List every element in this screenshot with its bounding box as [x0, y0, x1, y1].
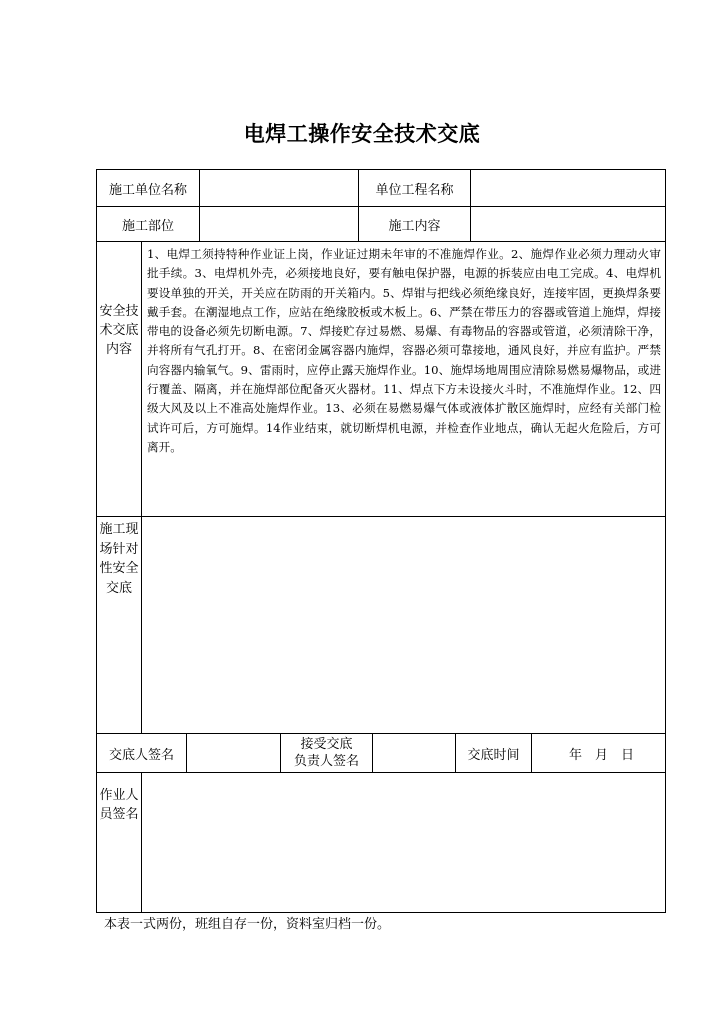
table-border-right [665, 169, 666, 913]
safety-disclosure-content: 1、电焊工须持特种作业证上岗，作业证过期未年审的不准施焊作业。2、施焊作业必须力理动火审批手续。3、电焊机外壳，必须接地良好，要有触电保护器，电源的拆装应由电工完成。4、电焊机要设单独的开关，开关应在防雨的开关箱内。5、焊钳与把线必须绝缘良好，连接牢固，更换焊条要戴手套。在潮湿地点工作，应站在绝缘胶板或木板上。6、严禁在带压力的容器或管道上施焊，焊接带电的设备必须先切断电源。7、焊接贮存过易燃、易爆、有毒物品的容器或管道，必须清除干净，并将所有气孔打开。8、在密闭金属容器内施焊，容器必须可靠接地，通风良好，并应有监护。严禁向容器内输氧气。9、雷雨时，应停止露天施焊作业。10、施焊场地周围应清除易燃易爆物品，或进行覆盖、隔离，并在施焊部位配备灭火器材。11、焊点下方未设接火斗时，不准施焊作业。12、四级大风及以上不准高处施焊作业。13、必须在易燃易爆气体或液体扩散区施焊时，应经有关部门检试许可后，方可施焊。14作业结束，就切断焊机电源，并检查作业地点，确认无起火危险后，方可离开。 [147, 247, 661, 454]
construction-part-label: 施工部位 [121, 218, 174, 234]
project-name-label: 单位工程名称 [375, 182, 454, 198]
receiver-signature-label [281, 734, 372, 772]
receiver-label-line1: 接受交底 [300, 737, 353, 752]
construction-content-label: 施工内容 [388, 218, 441, 234]
discloser-signature-label: 交底人签名 [108, 747, 174, 763]
safety-disclosure-label: 安全技术交底内容 [99, 304, 139, 357]
receiver-label-line2: 负责人签名 [293, 754, 359, 769]
discloser-signature-field[interactable] [187, 734, 280, 772]
disclosure-date-field[interactable]: 年 月 日 [568, 747, 634, 763]
project-name-field[interactable] [471, 170, 665, 206]
construction-part-field[interactable] [200, 207, 358, 241]
worker-signature-field[interactable] [142, 773, 665, 912]
disclosure-time-label: 交底时间 [467, 747, 520, 763]
site-specific-disclosure-field[interactable] [142, 517, 665, 733]
unit-name-field[interactable] [200, 170, 358, 206]
receiver-signature-field[interactable] [373, 734, 455, 772]
row-divider [96, 241, 666, 242]
construction-content-field[interactable] [471, 207, 665, 241]
unit-name-label: 施工单位名称 [108, 182, 187, 198]
table-border-left [96, 169, 97, 913]
document-title: 电焊工操作安全技术交底 [243, 122, 481, 146]
worker-signature-label: 作业人员签名 [99, 788, 139, 822]
footer-note: 本表一式两份，班组自存一份，资料室归档一份。 [104, 917, 391, 932]
site-specific-disclosure-label: 施工现场针对性安全交底 [99, 522, 139, 597]
